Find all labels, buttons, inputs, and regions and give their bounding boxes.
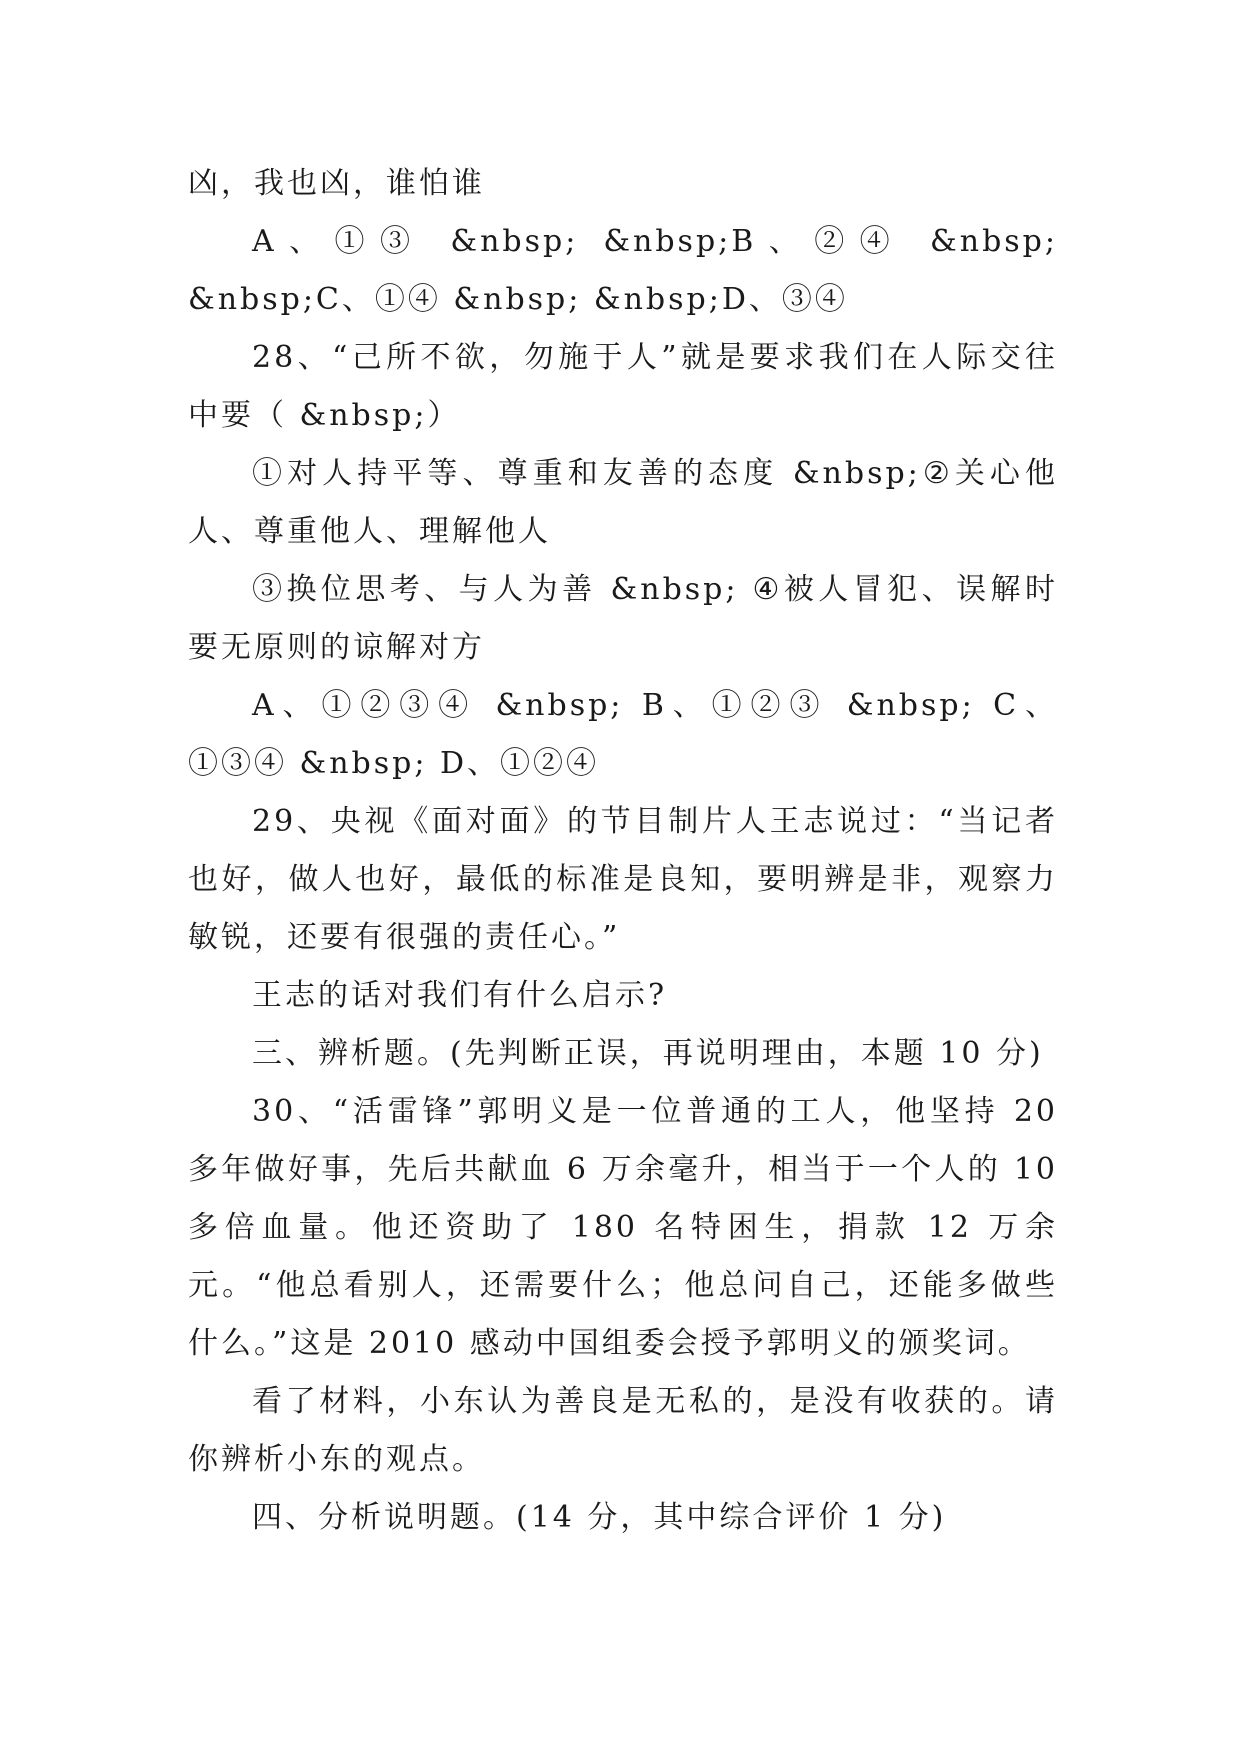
section-4-heading: 四、分析说明题。(14 分，其中综合评价 1 分) xyxy=(252,1500,947,1535)
question-30: 30、“活雷锋”郭明义是一位普通的工人，他坚持 20 多年做好事，先后共献血 6 万余毫升，相当于一个人的 10 多倍血量。他还资助了 180 名特困生，捐款 12 万余元。“他总看别人，还需要什么；他总问自己，还能多做些什么。”这是 2010 感动中国组委会授予郭明义的颁奖词。 xyxy=(188,1094,1058,1361)
section-3-heading: 三、辨析题。(先判断正误，再说明理由，本题 10 分) xyxy=(252,1036,1044,1071)
question-28-item-3-4: ③换位思考、与人为善 &nbsp; ④被人冒犯、误解时要无原则的谅解对方 xyxy=(188,572,1058,665)
paragraph-2-options: A、①③ &nbsp; &nbsp;B、②④ &nbsp; &nbsp;C、①④ &nbsp; &nbsp;D、③④ xyxy=(188,224,1058,317)
question-28-options: A、①②③④ &nbsp; B、①②③ &nbsp; C、①③④ &nbsp; D、①②④ xyxy=(188,688,1058,781)
question-28-item-1-2: ①对人持平等、尊重和友善的态度 &nbsp;②关心他人、尊重他人、理解他人 xyxy=(188,456,1058,549)
document-body xyxy=(188,155,1058,1547)
question-29-prompt: 王志的话对我们有什么启示? xyxy=(252,978,668,1013)
question-28: 28、“己所不欲，勿施于人”就是要求我们在人际交往中要（ &nbsp;） xyxy=(188,340,1058,433)
question-29: 29、央视《面对面》的节目制片人王志说过：“当记者也好，做人也好，最低的标准是良知，要明辨是非，观察力敏锐，还要有很强的责任心。” xyxy=(188,804,1058,955)
question-30-prompt: 看了材料，小东认为善良是无私的，是没有收获的。请你辨析小东的观点。 xyxy=(188,1384,1058,1477)
paragraph-1: 凶，我也凶，谁怕谁 xyxy=(188,166,485,201)
